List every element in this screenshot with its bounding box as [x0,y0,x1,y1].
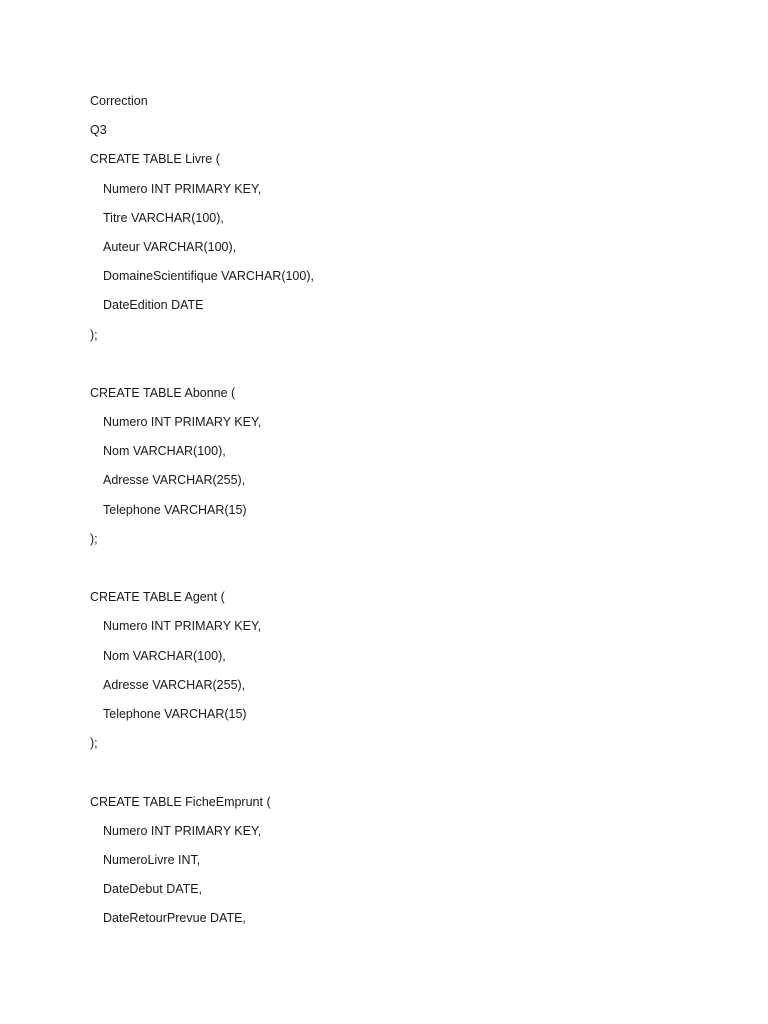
sql-line-create-ficheemprunt: CREATE TABLE FicheEmprunt ( [90,794,271,809]
sql-line: Nom VARCHAR(100), [103,444,226,459]
blank-line [90,558,690,587]
sql-line: Numero INT PRIMARY KEY, [103,415,262,430]
sql-line-close: ); [90,531,98,546]
sql-line-close: ); [90,736,98,751]
sql-line-close: ); [90,327,98,342]
sql-line: DateEdition DATE [103,298,204,313]
document-body [90,91,690,937]
sql-line-create-agent: CREATE TABLE Agent ( [90,590,225,605]
sql-line: Numero INT PRIMARY KEY, [103,619,262,634]
blank-line [90,762,690,791]
sql-line: Telephone VARCHAR(15) [103,502,247,517]
sql-line: Adresse VARCHAR(255), [103,677,246,692]
sql-line: DomaineScientifique VARCHAR(100), [103,269,314,284]
sql-line: Nom VARCHAR(100), [103,648,226,663]
sql-line: Titre VARCHAR(100), [103,210,224,225]
sql-line-create-livre: CREATE TABLE Livre ( [90,152,220,167]
blank-line [90,354,690,383]
sql-line: Adresse VARCHAR(255), [103,473,246,488]
sql-line-create-abonne: CREATE TABLE Abonne ( [90,385,236,400]
sql-line: Auteur VARCHAR(100), [103,239,237,254]
document-heading: Correction [90,94,148,108]
sql-line: DateDebut DATE, [103,882,203,897]
sql-line: Telephone VARCHAR(15) [103,706,247,721]
question-label: Q3 [90,123,107,138]
sql-line: Numero INT PRIMARY KEY, [103,823,262,838]
sql-line: NumeroLivre INT, [103,852,201,867]
sql-line: DateRetourPrevue DATE, [103,911,246,926]
sql-line: Numero INT PRIMARY KEY, [103,181,262,196]
